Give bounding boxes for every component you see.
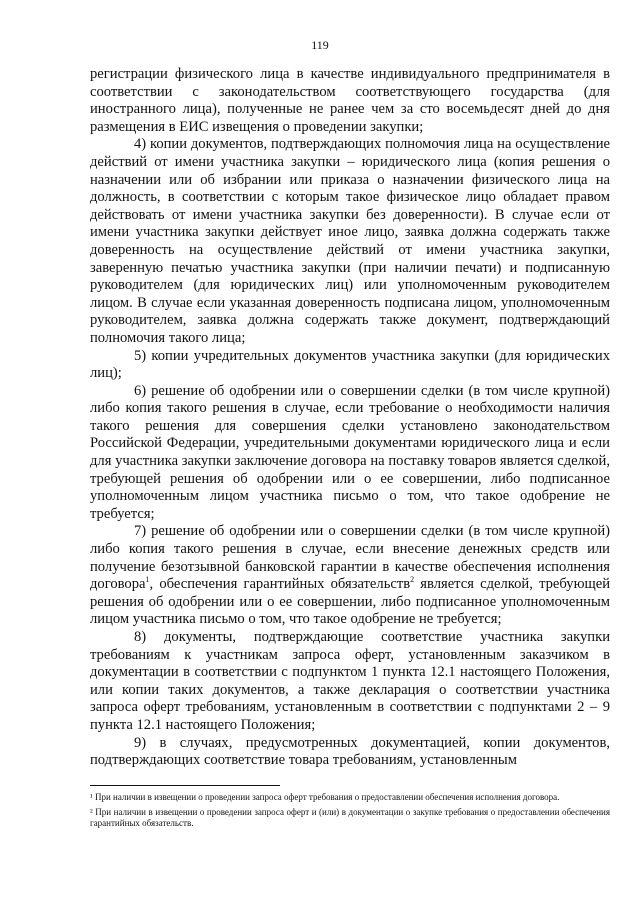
paragraph-item-7-part-3: является сделкой, требующей решения об одобрении или о ее совершении, либо подписанное уполномоченным лицом участника письмо о том, что такое одобрение не требуется;	[90, 576, 611, 628]
footnote-ref-2: 2	[410, 575, 415, 585]
body-text	[90, 66, 610, 770]
paragraph-item-7-part-2: , обеспечения гарантийных обязательств	[149, 576, 411, 593]
paragraph-item-9: 9) в случаях, предусмотренных документацией, копии документов, подтверждающих соответствие товара требованиям, установленным	[90, 734, 610, 769]
paragraph-item-4: 4) копии документов, подтверждающих полномочия лица на осуществление действий от имени участника закупки – юридического лица (копия решения о назначении или об избрании или приказа о назначении физического лица на должность, в соответствии с которым такое физическое лицо обладает правом действовать от имени участника закупки без доверенности). В случае если от имени участника закупки действует иное лицо, заявка должна содержать также доверенность на осуществление действий от имени участника закупки, заверенную печатью участника закупки (при наличии печати) и подписанную руководителем (для юридических лиц) или уполномоченным руководителем лицом. В случае если указанная доверенность подписана лицом, уполномоченным руководителем, заявка должна содержать также документ, подтверждающий полномочия такого лица;	[90, 136, 610, 346]
paragraph-item-7	[90, 523, 610, 629]
paragraph-item-7-part-1: 7) решение об одобрении или о совершении сделки (в том числе крупной) либо копия такого решения в случае, если внесение денежных средств или получение безотзывной банковской гарантии в качестве обеспечения исполнения договора	[90, 523, 610, 593]
footnotes	[90, 792, 610, 833]
footnote-1: ¹ При наличии в извещении о проведении запроса оферт требования о предоставлении обеспечения исполнения договора.	[90, 792, 560, 802]
footnote-divider	[90, 785, 280, 786]
paragraph-item-6: 6) решение об одобрении или о совершении сделки (в том числе крупной) либо копия такого решения в случае, если требование о необходимости наличия такого решения для совершения сделки установлено законодательством Российской Федерации, учредительными документами юридического лица и если для участника закупки заключение договора на поставку товаров является сделкой, требующей решения об одобрении или о ее совершении, либо подписанное уполномоченным лицом участника письмо о том, что такое одобрение не требуется;	[90, 382, 610, 522]
footnote-2: ² При наличии в извещении о проведении запроса оферт и (или) в документации о закупке требования о предоставлении обеспечения гарантийных обязательств.	[90, 806, 610, 828]
paragraph-item-8: 8) документы, подтверждающие соответствие участника закупки требованиям к участникам запроса оферт, установленным заказчиком в документации в соответствии с подпунктом 1 пункта 12.1 настоящего Положения, или копии таких документов, а также декларация о соответствии участника запроса оферт требованиям, установленным в соответствии с подпунктами 2 – 9 пункта 12.1 настоящего Положения;	[90, 629, 610, 733]
page-number: 119	[311, 38, 329, 52]
footnote-ref-1: 1	[145, 575, 150, 585]
paragraph-registration: регистрации физического лица в качестве индивидуального предпринимателя в соответствии с законодательством соответствующего государства (для иностранного лица), полученные не ранее чем за сто восемьдесят дней до дня размещения в ЕИС извещения о проведении закупки;	[90, 66, 610, 135]
paragraph-item-5: 5) копии учредительных документов участника закупки (для юридических лиц);	[90, 347, 610, 382]
